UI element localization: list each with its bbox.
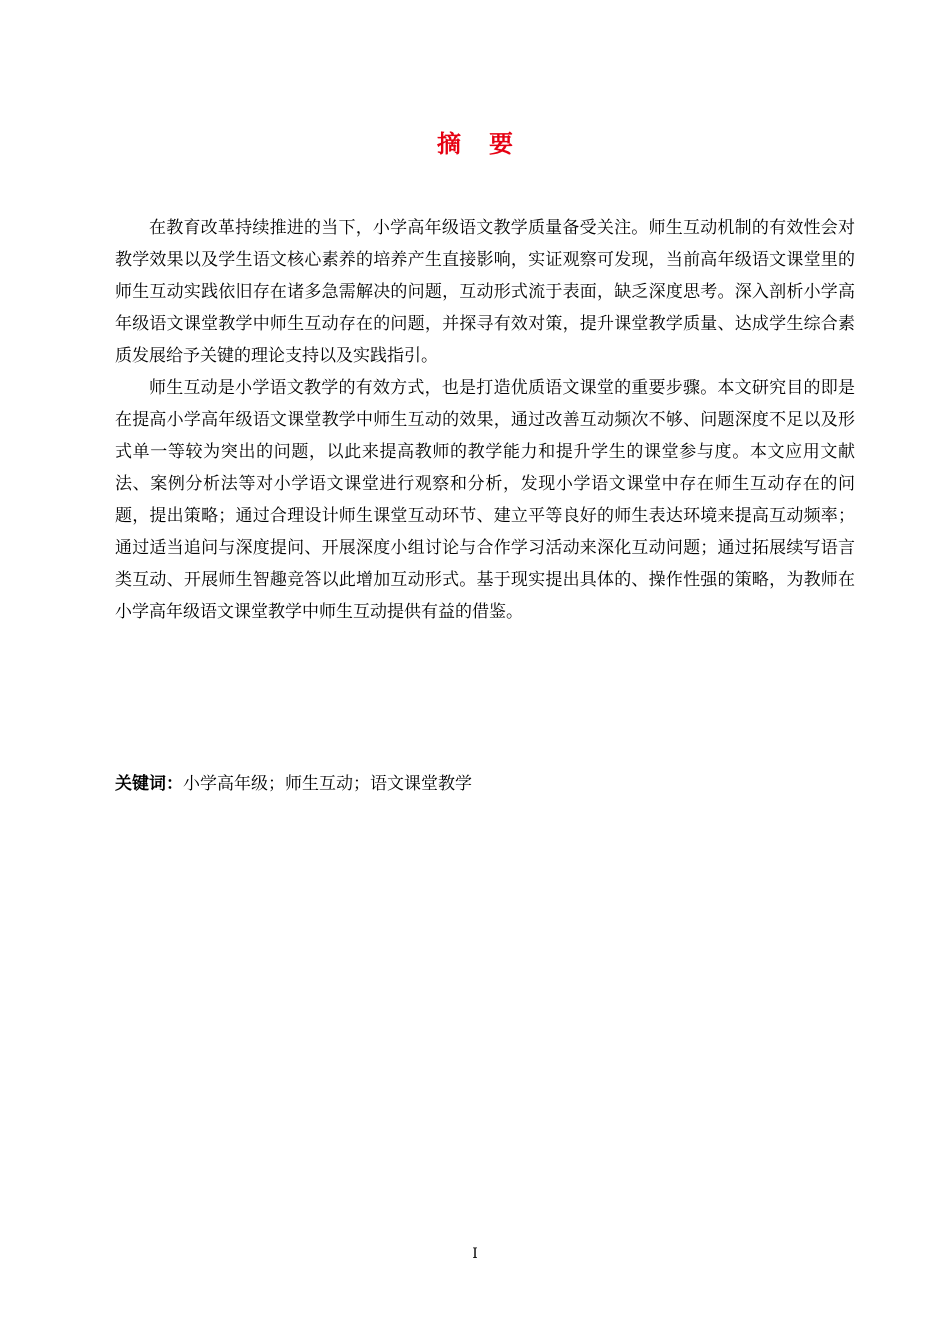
abstract-paragraph-1: 在教育改革持续推进的当下，小学高年级语文教学质量备受关注。师生互动机制的有效性会对教学效果以及学生语文核心素养的培养产生直接影响，实证观察可发现，当前高年级语文课堂里的师生互动实践依旧存在诸多急需解决的问题，互动形式流于表面，缺乏深度思考。深入剖析小学高年级语文课堂教学中师生互动存在的问题，并探寻有效对策，提升课堂教学质量、达成学生综合素质发展给予关键的理论支持以及实践指引。 — [115, 218, 855, 366]
abstract-body — [115, 212, 855, 628]
abstract-title: 摘要 — [437, 130, 541, 158]
page-number: I — [472, 1246, 478, 1262]
abstract-paragraph-2: 师生互动是小学语文教学的有效方式，也是打造优质语文课堂的重要步骤。本文研究目的即是在提高小学高年级语文课堂教学中师生互动的效果，通过改善互动频次不够、问题深度不足以及形式单一等较为突出的问题，以此来提高教师的教学能力和提升学生的课堂参与度。本文应用文献法、案例分析法等对小学语文课堂进行观察和分析，发现小学语文课堂中存在师生互动存在的问题，提出策略；通过合理设计师生课堂互动环节、建立平等良好的师生表达环境来提高互动频率；通过适当追问与深度提问、开展深度小组讨论与合作学习活动来深化互动问题；通过拓展续写语言类互动、开展师生智趣竞答以此增加互动形式。基于现实提出具体的、操作性强的策略，为教师在小学高年级语文课堂教学中师生互动提供有益的借鉴。 — [115, 378, 855, 622]
keywords-line — [115, 770, 855, 798]
keywords-value: 小学高年级；师生互动；语文课堂教学 — [183, 774, 472, 794]
keywords-label: 关键词： — [115, 774, 183, 794]
